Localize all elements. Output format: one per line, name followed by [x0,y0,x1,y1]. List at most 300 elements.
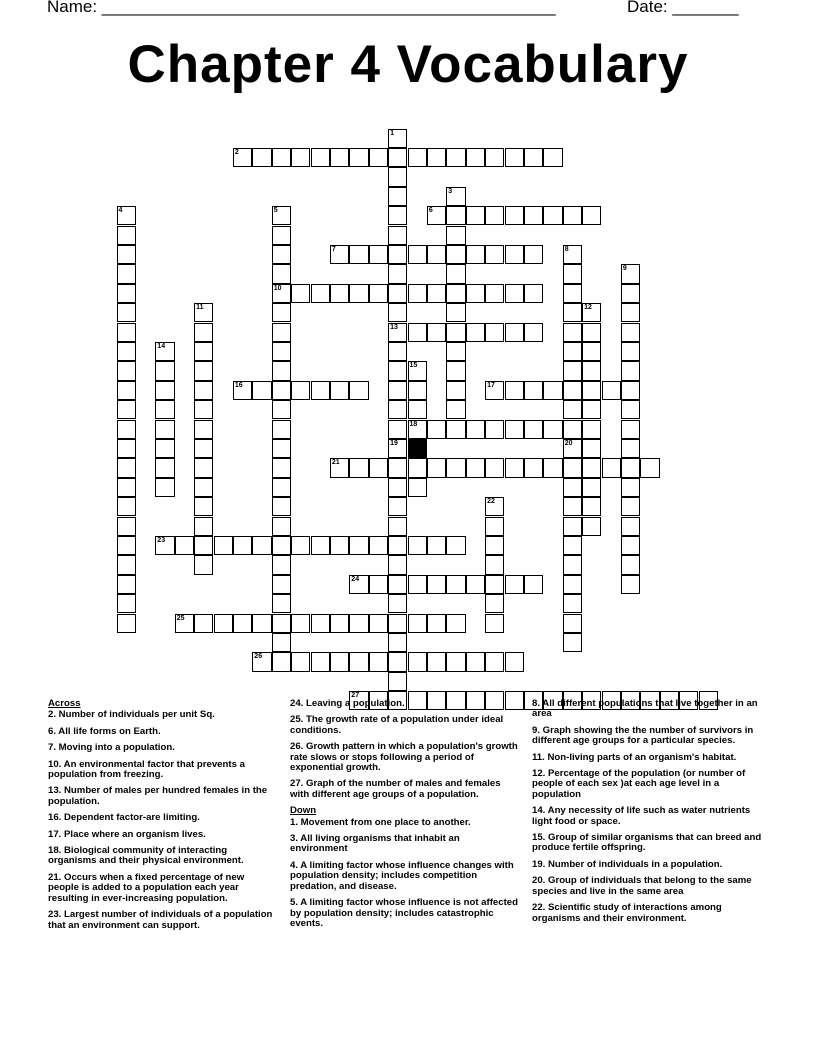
grid-cell[interactable] [194,497,213,516]
grid-cell[interactable] [349,458,368,477]
grid-cell[interactable] [155,400,174,419]
grid-cell[interactable] [117,497,136,516]
grid-cell[interactable] [388,575,407,594]
grid-cell[interactable] [388,167,407,186]
grid-cell[interactable] [543,381,562,400]
grid-cell[interactable] [524,381,543,400]
grid-cell[interactable] [582,342,601,361]
grid-cell[interactable] [117,400,136,419]
grid-cell[interactable] [272,555,291,574]
grid-cell[interactable] [194,478,213,497]
grid-cell[interactable] [194,381,213,400]
grid-cell[interactable] [117,517,136,536]
grid-cell[interactable] [466,458,485,477]
grid-cell[interactable] [563,439,582,458]
grid-cell[interactable] [446,226,465,245]
grid-cell[interactable] [330,614,349,633]
grid-cell[interactable] [330,536,349,555]
grid-cell[interactable] [117,361,136,380]
grid-cell[interactable] [582,517,601,536]
grid-cell[interactable] [446,264,465,283]
grid-cell[interactable] [485,381,504,400]
grid-cell[interactable] [446,148,465,167]
grid-cell[interactable] [330,381,349,400]
grid-cell[interactable] [330,284,349,303]
grid-cell[interactable] [117,478,136,497]
grid-cell[interactable] [252,381,271,400]
grid-cell[interactable] [427,652,446,671]
grid-cell[interactable] [155,536,174,555]
grid-cell[interactable] [194,536,213,555]
grid-cell[interactable] [291,381,310,400]
grid-cell[interactable] [446,323,465,342]
grid-cell[interactable] [582,420,601,439]
grid-cell[interactable] [369,284,388,303]
grid-cell[interactable] [117,206,136,225]
grid-cell[interactable] [427,458,446,477]
grid-cell[interactable] [621,303,640,322]
grid-cell[interactable] [155,478,174,497]
grid-cell[interactable] [408,458,427,477]
grid-cell[interactable] [117,536,136,555]
grid-cell[interactable] [408,478,427,497]
grid-cell[interactable] [369,652,388,671]
name-field[interactable]: Name: ________________________________________________ [47,0,556,16]
grid-cell[interactable] [272,361,291,380]
grid-cell[interactable] [272,633,291,652]
grid-cell[interactable] [311,284,330,303]
grid-cell[interactable] [466,245,485,264]
grid-cell[interactable] [388,206,407,225]
grid-cell[interactable] [117,245,136,264]
grid-cell[interactable] [408,284,427,303]
grid-cell[interactable] [602,458,621,477]
grid-cell[interactable] [214,614,233,633]
grid-cell[interactable] [582,206,601,225]
grid-cell[interactable] [427,536,446,555]
grid-cell[interactable] [155,381,174,400]
grid-cell[interactable] [272,614,291,633]
grid-cell[interactable] [563,614,582,633]
grid-cell[interactable] [155,439,174,458]
grid-cell[interactable] [621,536,640,555]
grid-cell[interactable] [563,555,582,574]
grid-cell[interactable] [272,517,291,536]
grid-cell[interactable] [408,400,427,419]
grid-cell[interactable] [369,614,388,633]
grid-cell[interactable] [388,478,407,497]
grid-cell[interactable] [485,420,504,439]
grid-cell[interactable] [563,303,582,322]
grid-cell[interactable] [582,478,601,497]
grid-cell[interactable] [485,575,504,594]
grid-cell[interactable] [408,420,427,439]
grid-cell[interactable] [427,575,446,594]
grid-cell[interactable] [291,652,310,671]
grid-cell[interactable] [485,323,504,342]
grid-cell[interactable] [311,148,330,167]
grid-cell[interactable] [349,284,368,303]
grid-cell[interactable] [446,614,465,633]
grid-cell[interactable] [505,575,524,594]
grid-cell[interactable] [117,226,136,245]
grid-cell[interactable] [252,652,271,671]
grid-cell[interactable] [272,400,291,419]
grid-cell[interactable] [233,614,252,633]
grid-cell[interactable] [155,420,174,439]
grid-cell[interactable] [563,323,582,342]
grid-cell[interactable] [543,458,562,477]
grid-cell[interactable] [563,206,582,225]
grid-cell[interactable] [563,458,582,477]
grid-cell[interactable] [427,420,446,439]
grid-cell[interactable] [563,284,582,303]
grid-cell[interactable] [388,381,407,400]
grid-cell[interactable] [621,517,640,536]
grid-cell[interactable] [408,148,427,167]
grid-cell[interactable] [408,652,427,671]
grid-cell[interactable] [388,555,407,574]
grid-cell[interactable] [117,458,136,477]
grid-cell[interactable] [582,400,601,419]
grid-cell[interactable] [466,575,485,594]
grid-cell[interactable] [427,148,446,167]
grid-cell[interactable] [543,420,562,439]
grid-cell[interactable] [621,361,640,380]
grid-cell[interactable] [621,400,640,419]
grid-cell[interactable] [485,517,504,536]
grid-cell[interactable] [621,381,640,400]
grid-cell[interactable] [155,361,174,380]
grid-cell[interactable] [330,458,349,477]
grid-cell[interactable] [349,381,368,400]
grid-cell[interactable] [291,536,310,555]
grid-cell[interactable] [543,206,562,225]
grid-cell[interactable] [349,614,368,633]
grid-cell[interactable] [369,148,388,167]
grid-cell[interactable] [349,536,368,555]
grid-cell[interactable] [388,439,407,458]
grid-cell[interactable] [388,187,407,206]
grid-cell[interactable] [524,323,543,342]
grid-cell[interactable] [446,400,465,419]
grid-cell[interactable] [291,284,310,303]
grid-cell[interactable] [311,381,330,400]
grid-cell[interactable] [175,614,194,633]
grid-cell[interactable] [272,284,291,303]
grid-cell[interactable] [446,381,465,400]
grid-cell[interactable] [582,439,601,458]
grid-cell[interactable] [505,420,524,439]
grid-cell[interactable] [272,594,291,613]
grid-cell[interactable] [311,536,330,555]
grid-cell[interactable] [505,323,524,342]
grid-cell[interactable] [388,361,407,380]
grid-cell[interactable] [485,284,504,303]
grid-cell[interactable] [194,303,213,322]
grid-cell[interactable] [349,245,368,264]
grid-cell[interactable] [505,245,524,264]
grid-cell[interactable] [272,381,291,400]
grid-cell[interactable] [349,148,368,167]
grid-cell[interactable] [563,381,582,400]
grid-cell[interactable] [291,148,310,167]
grid-cell[interactable] [117,323,136,342]
grid-cell[interactable] [524,206,543,225]
grid-cell[interactable] [621,420,640,439]
grid-cell[interactable] [388,517,407,536]
grid-cell[interactable] [272,342,291,361]
grid-cell[interactable] [388,458,407,477]
grid-cell[interactable] [155,458,174,477]
grid-cell[interactable] [272,478,291,497]
grid-cell[interactable] [485,652,504,671]
grid-cell[interactable] [446,575,465,594]
grid-cell[interactable] [194,361,213,380]
date-field[interactable]: Date: _______ [627,0,739,16]
grid-cell[interactable] [466,284,485,303]
grid-cell[interactable] [524,575,543,594]
grid-cell[interactable] [117,264,136,283]
grid-cell[interactable] [505,148,524,167]
grid-cell[interactable] [466,323,485,342]
grid-cell[interactable] [563,245,582,264]
grid-cell[interactable] [369,575,388,594]
grid-cell[interactable] [194,517,213,536]
grid-cell[interactable] [272,652,291,671]
grid-cell[interactable] [505,381,524,400]
grid-cell[interactable] [408,381,427,400]
grid-cell[interactable] [388,672,407,691]
grid-cell[interactable] [446,652,465,671]
grid-cell[interactable] [524,284,543,303]
grid-cell[interactable] [194,323,213,342]
grid-cell[interactable] [388,594,407,613]
grid-cell[interactable] [621,458,640,477]
grid-cell[interactable] [446,536,465,555]
grid-cell[interactable] [582,381,601,400]
grid-cell[interactable] [252,536,271,555]
grid-cell[interactable] [524,420,543,439]
grid-cell[interactable] [272,323,291,342]
grid-cell[interactable] [446,458,465,477]
grid-cell[interactable] [272,575,291,594]
grid-cell[interactable] [369,536,388,555]
grid-cell[interactable] [388,303,407,322]
grid-cell[interactable] [485,594,504,613]
grid-cell[interactable] [446,303,465,322]
grid-cell[interactable] [194,342,213,361]
grid-cell[interactable] [233,148,252,167]
grid-cell[interactable] [388,264,407,283]
grid-cell[interactable] [485,555,504,574]
grid-cell[interactable] [330,652,349,671]
grid-cell[interactable] [563,575,582,594]
grid-cell[interactable] [272,226,291,245]
grid-cell[interactable] [563,420,582,439]
grid-cell[interactable] [485,497,504,516]
grid-cell[interactable] [505,458,524,477]
grid-cell[interactable] [621,264,640,283]
grid-cell[interactable] [582,323,601,342]
grid-cell[interactable] [563,517,582,536]
grid-cell[interactable] [388,148,407,167]
grid-cell[interactable] [388,245,407,264]
grid-cell[interactable] [524,245,543,264]
grid-cell[interactable] [563,497,582,516]
grid-cell[interactable] [272,497,291,516]
grid-cell[interactable] [446,342,465,361]
grid-cell[interactable] [446,187,465,206]
grid-cell[interactable] [621,478,640,497]
grid-cell[interactable] [194,458,213,477]
grid-cell[interactable] [388,323,407,342]
grid-cell[interactable] [621,575,640,594]
grid-cell[interactable] [233,536,252,555]
grid-cell[interactable] [194,555,213,574]
grid-cell[interactable] [505,206,524,225]
grid-cell[interactable] [563,342,582,361]
grid-cell[interactable] [117,439,136,458]
grid-cell[interactable] [582,361,601,380]
grid-cell[interactable] [524,458,543,477]
grid-cell[interactable] [388,652,407,671]
grid-cell[interactable] [388,129,407,148]
grid-cell[interactable] [408,323,427,342]
grid-cell[interactable] [117,303,136,322]
grid-cell[interactable] [427,206,446,225]
grid-cell[interactable] [272,206,291,225]
grid-cell[interactable] [408,536,427,555]
grid-cell[interactable] [272,148,291,167]
grid-cell[interactable] [117,614,136,633]
grid-cell[interactable] [563,594,582,613]
grid-cell[interactable] [621,497,640,516]
grid-cell[interactable] [582,458,601,477]
grid-cell[interactable] [272,303,291,322]
grid-cell[interactable] [466,148,485,167]
grid-cell[interactable] [311,614,330,633]
grid-cell[interactable] [621,323,640,342]
grid-cell[interactable] [117,381,136,400]
grid-cell[interactable] [330,148,349,167]
grid-cell[interactable] [388,497,407,516]
grid-cell[interactable] [621,555,640,574]
grid-cell[interactable] [602,381,621,400]
grid-cell[interactable] [117,420,136,439]
grid-cell[interactable] [388,226,407,245]
grid-cell[interactable] [369,458,388,477]
grid-cell[interactable] [388,400,407,419]
grid-cell[interactable] [311,652,330,671]
grid-cell[interactable] [408,245,427,264]
grid-cell[interactable] [194,420,213,439]
grid-cell[interactable] [466,420,485,439]
grid-cell[interactable] [252,614,271,633]
grid-cell[interactable] [272,458,291,477]
grid-cell[interactable] [427,323,446,342]
grid-cell[interactable] [388,633,407,652]
grid-cell[interactable] [505,284,524,303]
grid-cell[interactable] [563,400,582,419]
grid-cell[interactable] [252,148,271,167]
grid-cell[interactable] [388,420,407,439]
grid-cell[interactable] [117,575,136,594]
grid-cell[interactable] [563,633,582,652]
grid-cell[interactable] [272,264,291,283]
grid-cell[interactable] [233,381,252,400]
grid-cell[interactable] [446,420,465,439]
grid-cell[interactable] [446,245,465,264]
grid-cell[interactable] [349,575,368,594]
grid-cell[interactable] [408,575,427,594]
grid-cell[interactable] [427,614,446,633]
grid-cell[interactable] [388,342,407,361]
grid-cell[interactable] [640,458,659,477]
grid-cell[interactable] [388,284,407,303]
grid-cell[interactable] [349,652,368,671]
grid-cell[interactable] [175,536,194,555]
grid-cell[interactable] [621,284,640,303]
grid-cell[interactable] [446,206,465,225]
grid-cell[interactable] [272,245,291,264]
grid-cell[interactable] [427,245,446,264]
grid-cell[interactable] [563,536,582,555]
grid-cell[interactable] [408,614,427,633]
grid-cell[interactable] [272,439,291,458]
grid-cell[interactable] [466,652,485,671]
grid-cell[interactable] [155,342,174,361]
grid-cell[interactable] [582,303,601,322]
grid-cell[interactable] [446,361,465,380]
grid-cell[interactable] [291,614,310,633]
grid-cell[interactable] [117,284,136,303]
grid-cell[interactable] [446,284,465,303]
grid-cell[interactable] [543,148,562,167]
grid-cell[interactable] [194,439,213,458]
grid-cell[interactable] [582,497,601,516]
grid-cell[interactable] [485,458,504,477]
grid-cell[interactable] [563,264,582,283]
grid-cell[interactable] [485,148,504,167]
grid-cell[interactable] [388,536,407,555]
grid-cell[interactable] [485,614,504,633]
grid-cell[interactable] [272,536,291,555]
grid-cell[interactable] [194,614,213,633]
grid-cell[interactable] [563,478,582,497]
grid-cell[interactable] [485,206,504,225]
grid-cell[interactable] [117,555,136,574]
grid-cell[interactable] [466,206,485,225]
grid-cell[interactable] [388,614,407,633]
grid-cell[interactable] [485,536,504,555]
grid-cell[interactable] [505,652,524,671]
grid-cell[interactable] [621,342,640,361]
grid-cell[interactable] [369,245,388,264]
grid-cell[interactable] [563,361,582,380]
grid-cell[interactable] [485,245,504,264]
grid-cell[interactable] [524,148,543,167]
grid-cell[interactable] [621,439,640,458]
grid-cell[interactable] [408,361,427,380]
grid-cell[interactable] [330,245,349,264]
grid-cell[interactable] [117,342,136,361]
grid-cell[interactable] [194,400,213,419]
grid-cell[interactable] [117,594,136,613]
grid-cell[interactable] [427,284,446,303]
grid-cell[interactable] [214,536,233,555]
grid-cell[interactable] [272,420,291,439]
